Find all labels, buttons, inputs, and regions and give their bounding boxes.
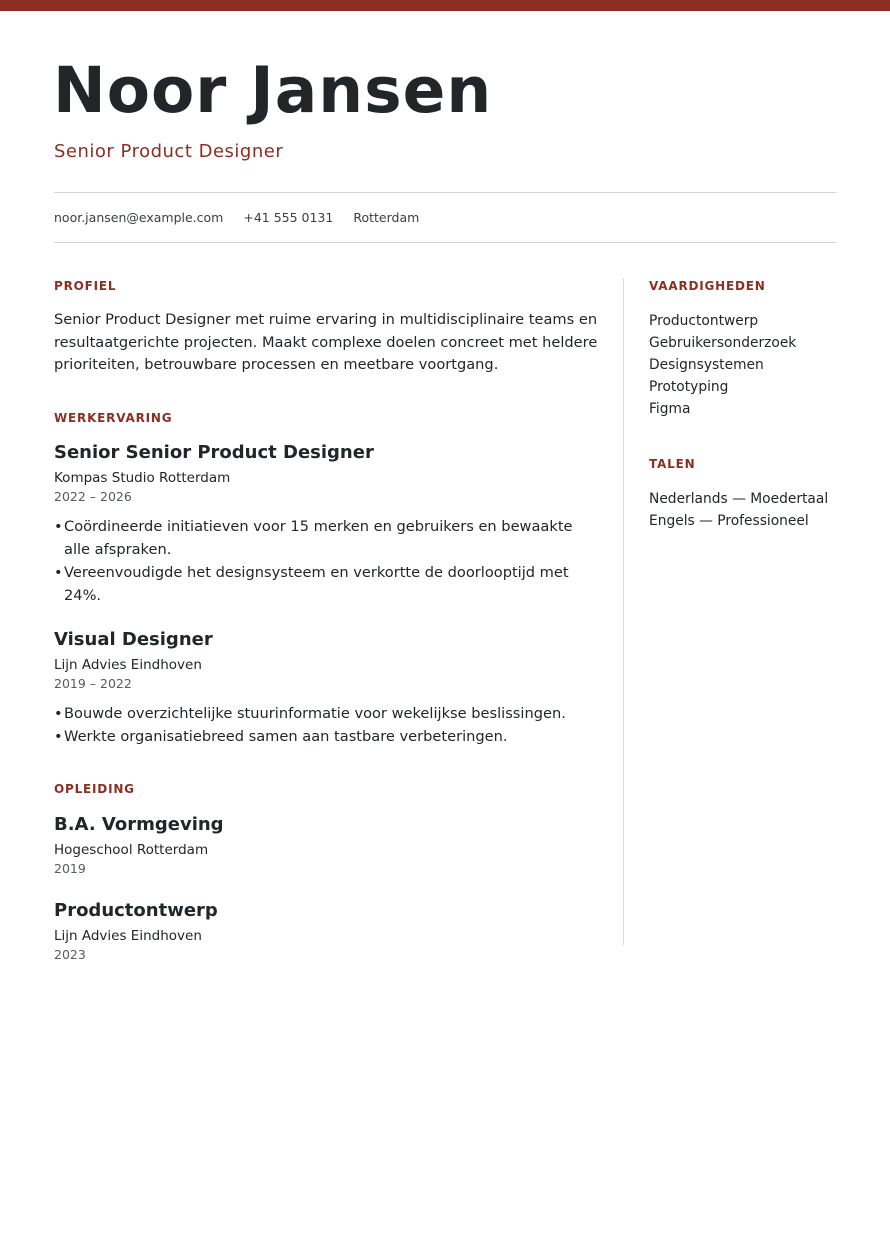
skill-item: Prototyping xyxy=(649,379,729,395)
bullet-dot: • xyxy=(54,704,63,722)
job-entry xyxy=(54,629,599,748)
job-dates: 2019 – 2022 xyxy=(54,675,132,691)
skills-list xyxy=(649,310,849,420)
column-divider xyxy=(623,278,624,945)
bullet-dot: • xyxy=(54,563,63,581)
job-bullet xyxy=(54,515,599,561)
contact-row xyxy=(54,209,419,227)
education-degree: B.A. Vormgeving xyxy=(54,813,224,835)
job-bullet xyxy=(54,561,599,607)
job-dates: 2022 – 2026 xyxy=(54,488,132,504)
job-role: Visual Designer xyxy=(54,628,213,650)
languages-list xyxy=(649,488,849,532)
bullet-text: Werkte organisatiebreed samen aan tastbare verbeteringen. xyxy=(64,727,508,745)
profile-heading: PROFIEL xyxy=(54,279,117,293)
skill-item: Productontwerp xyxy=(649,313,759,329)
experience-section xyxy=(54,410,599,748)
skill-item: Designsystemen xyxy=(649,357,764,373)
candidate-title: Senior Product Designer xyxy=(54,141,284,162)
education-year: 2023 xyxy=(54,946,86,962)
bullet-dot: • xyxy=(54,727,63,745)
languages-section xyxy=(649,456,849,532)
education-entry xyxy=(54,814,599,877)
language-item: Engels — Professioneel xyxy=(649,513,809,529)
skill-item: Gebruikersonderzoek xyxy=(649,335,797,351)
bullet-dot: • xyxy=(54,517,63,535)
contact-phone[interactable]: +41 555 0131 xyxy=(243,210,334,225)
job-bullet xyxy=(54,702,599,725)
education-year: 2019 xyxy=(54,860,86,876)
contact-email[interactable]: noor.jansen@example.com xyxy=(54,210,224,225)
bullet-text: Coördineerde initiatieven voor 15 merken en gebruikers en bewaakte alle afspraken. xyxy=(64,517,573,558)
education-degree: Productontwerp xyxy=(54,899,218,921)
experience-heading: WERKERVARING xyxy=(54,410,173,425)
languages-heading: TALEN xyxy=(649,457,696,471)
profile-text: Senior Product Designer met ruime ervaring in multidisciplinaire teams en resultaatgerichte projecten. Maakt complexe doelen concreet met heldere prioriteiten, betrouwbare processen en meetbare voortgang. xyxy=(54,311,598,373)
accent-top-bar xyxy=(0,0,890,11)
education-entry xyxy=(54,900,599,963)
education-heading: OPLEIDING xyxy=(54,781,135,796)
language-item: Nederlands — Moedertaal xyxy=(649,491,829,507)
job-organization: Lijn Advies Eindhoven xyxy=(54,656,202,673)
profile-section xyxy=(54,278,599,377)
education-school: Lijn Advies Eindhoven xyxy=(54,927,202,944)
skill-item: Figma xyxy=(649,401,691,417)
job-organization: Kompas Studio Rotterdam xyxy=(54,469,231,486)
contact-location: Rotterdam xyxy=(353,210,420,225)
header-divider-bottom xyxy=(54,242,836,243)
education-section xyxy=(54,781,599,963)
bullet-text: Bouwde overzichtelijke stuurinformatie voor wekelijkse beslissingen. xyxy=(64,704,566,722)
job-role: Senior Senior Product Designer xyxy=(54,441,374,463)
job-bullet xyxy=(54,725,599,748)
skills-heading: VAARDIGHEDEN xyxy=(649,279,766,293)
sidebar-column xyxy=(649,278,849,532)
bullet-text: Vereenvoudigde het designsysteem en verkortte de doorlooptijd met 24%. xyxy=(64,563,569,604)
job-bullets xyxy=(54,702,599,748)
main-column xyxy=(54,278,599,963)
header-divider-top xyxy=(54,192,836,193)
skills-section xyxy=(649,278,849,420)
job-bullets xyxy=(54,515,599,607)
education-school: Hogeschool Rotterdam xyxy=(54,841,209,858)
job-entry xyxy=(54,442,599,607)
candidate-name: Noor Jansen xyxy=(53,54,493,127)
